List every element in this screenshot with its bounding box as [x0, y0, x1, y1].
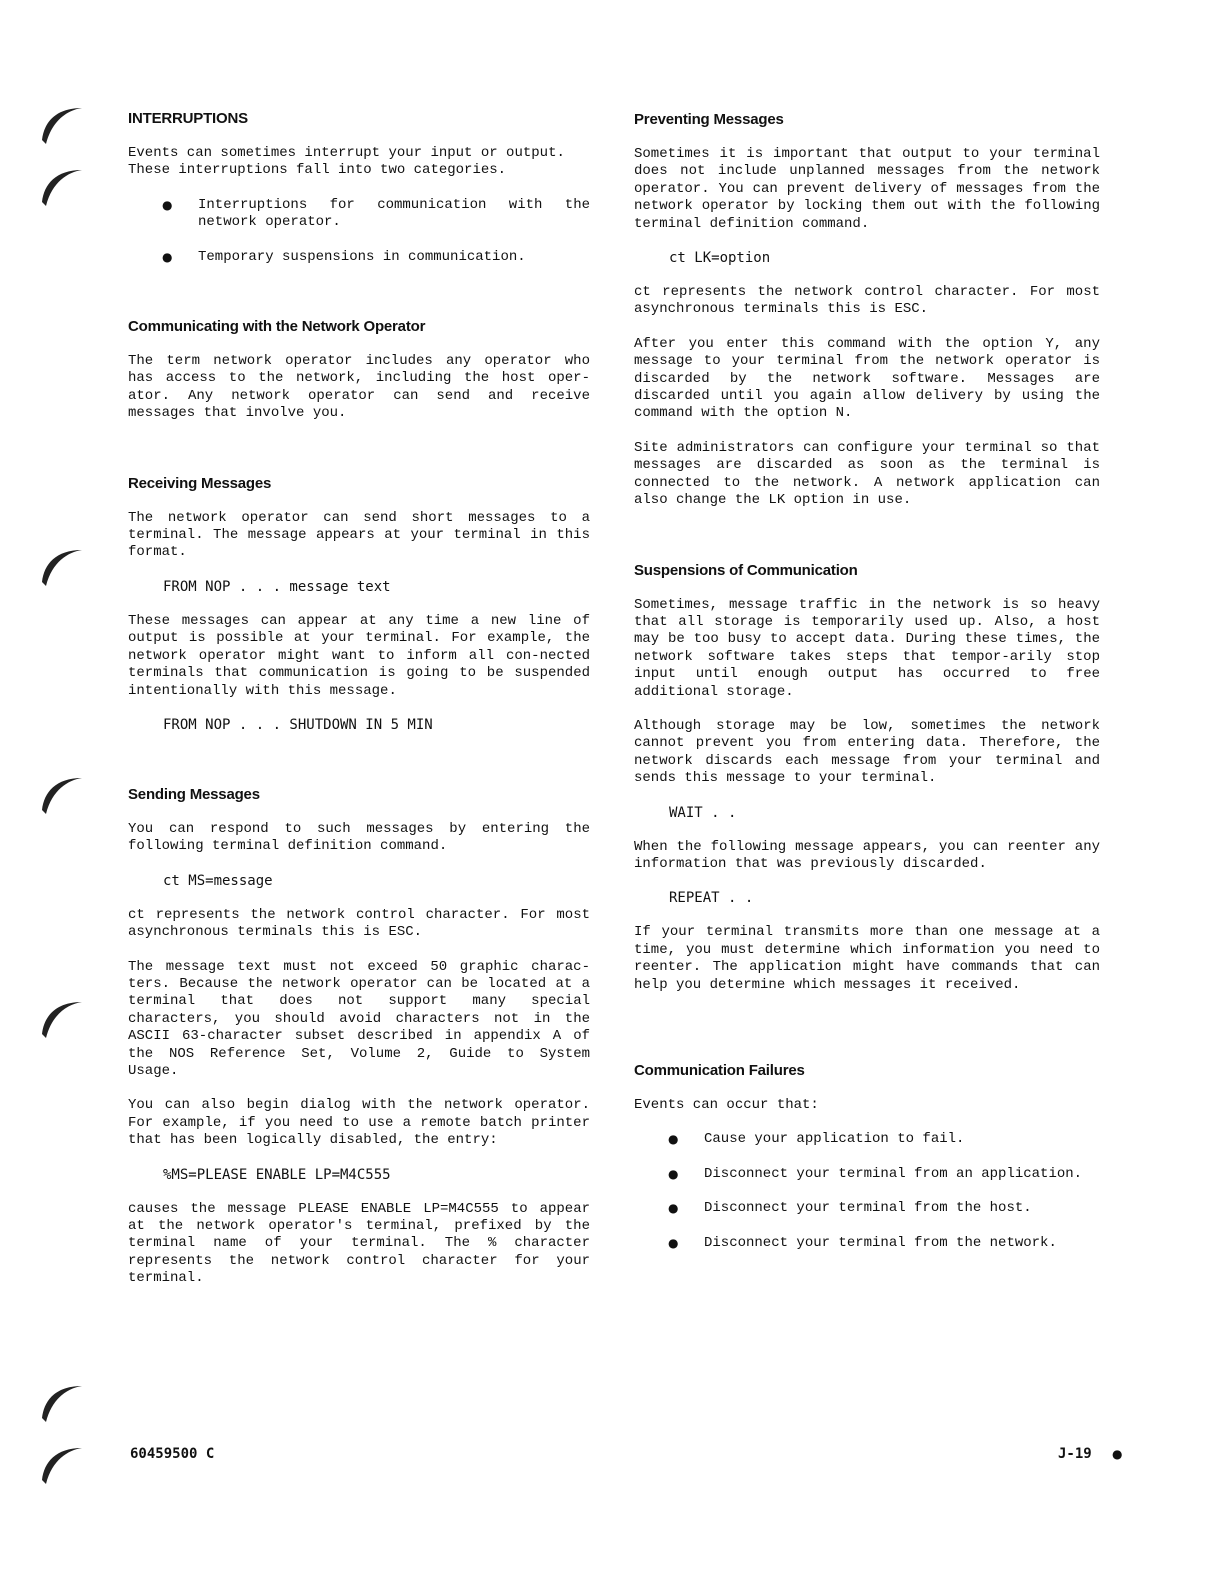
- paragraph: The network operator can send short messages to a terminal. The message appears at your terminal in this format.: [128, 509, 590, 561]
- bullet-icon: ●: [668, 1235, 679, 1250]
- paragraph: Although storage may be low, sometimes the network cannot prevent you from entering data. Therefore, the network discards each message from your terminal and sends this message to your terminal.: [634, 717, 1100, 787]
- page-number: J-19: [1058, 1446, 1092, 1462]
- code-example: ct LK=option: [669, 250, 771, 267]
- page-bullet-icon: ●: [1112, 1447, 1123, 1461]
- heading-receiving-messages: Receiving Messages: [128, 474, 272, 492]
- paragraph: You can also begin dialog with the network operator. For example, if you need to use a remote batch printer that has been logically disabled, the entry:: [128, 1097, 590, 1149]
- failures-list: [634, 1131, 1100, 1252]
- paragraph: ct represents the network control character. For most asynchronous terminals this is ESC.: [128, 906, 590, 941]
- left-column: [128, 100, 590, 1288]
- bullet-icon: ●: [162, 197, 173, 212]
- binder-hole-mark: [38, 100, 90, 152]
- code-example: FROM NOP . . . message text: [163, 578, 391, 595]
- right-column: [634, 100, 1100, 1252]
- bullet-icon: ●: [162, 249, 173, 264]
- paragraph: If your terminal transmits more than one message at a time, you must determine which information you need to reenter. The application might have commands that can help you determine which messages it received.: [634, 924, 1100, 993]
- binder-hole-mark: [38, 1378, 90, 1430]
- paragraph: After you enter this command with the option Y, any message to your terminal from the network operator is discarded by the network software. Messages are discarded until you again allow delivery by using the command with the option N.: [634, 335, 1100, 422]
- paragraph: causes the message PLEASE ENABLE LP=M4C555 to appear at the network operator's terminal, prefixed by the terminal name of your terminal. The % character represents the network control character for your terminal.: [128, 1200, 590, 1287]
- document-number: 60459500 C: [130, 1446, 215, 1462]
- heading-communication-failures: Communication Failures: [634, 1062, 805, 1079]
- heading-communicating: Communicating with the Network Operator: [128, 318, 426, 336]
- binder-hole-mark: [38, 770, 90, 822]
- paragraph: When the following message appears, you can reenter any information that was previously discarded.: [634, 838, 1100, 872]
- bullet-icon: ●: [668, 1166, 679, 1181]
- paragraph: The message text must not exceed 50 graphic charac-ters. Because the network operator can be located at a terminal that does not support many special characters, you should avoid characters not in the ASCII 63-character subset described in appendix A of the NOS Reference Set, Volume 2, Guide to System Usage.: [128, 958, 590, 1079]
- heading-suspensions: Suspensions of Communication: [634, 561, 858, 579]
- list-item: ● Disconnect your terminal from an application.: [668, 1165, 1083, 1182]
- paragraph: The term network operator includes any operator who has access to the network, including the host oper-ator. Any network operator can send and receive messages that involve you.: [128, 353, 590, 422]
- list-item: ● Disconnect your terminal from the network.: [668, 1234, 1057, 1251]
- heading-preventing-messages: Preventing Messages: [634, 111, 784, 128]
- paragraph: Sometimes, message traffic in the network is so heavy that all storage is temporarily used up. Also, a host may be too busy to accept data. During these times, the network software takes steps that tempor-arily stop input until enough output has occurred to free additional storage.: [634, 596, 1100, 700]
- code-example: REPEAT . .: [669, 890, 754, 907]
- code-example: ct MS=message: [163, 872, 273, 889]
- list-item: ● Temporary suspensions in communication.: [162, 248, 526, 265]
- paragraph: Site administrators can configure your terminal so that messages are discarded as soon as the terminal is connected to the network. A network application can also change the LK option in use.: [634, 439, 1100, 509]
- binder-hole-mark: [38, 1440, 90, 1492]
- paragraph: ct represents the network control character. For most asynchronous terminals this is ESC.: [634, 284, 1100, 318]
- interruptions-intro: Events can sometimes interrupt your input or output. These interruptions fall into two categories.: [128, 145, 565, 179]
- list-item: ● Disconnect your terminal from the host.: [668, 1200, 1032, 1217]
- code-example: FROM NOP . . . SHUTDOWN IN 5 MIN: [163, 716, 433, 733]
- interruptions-list: [128, 197, 590, 266]
- code-example: WAIT . .: [669, 804, 737, 821]
- list-item: ● Interruptions for communication with the network operator.: [162, 196, 590, 231]
- paragraph: Sometimes it is important that output to your terminal does not include unplanned messages from the network operator. You can prevent delivery of messages from the network operator by locking them out with the following terminal definition command.: [634, 146, 1100, 232]
- paragraph: These messages can appear at any time a new line of output is possible at your terminal. For example, the network operator might want to inform all con-nected terminals that communication is going to be suspended intentionally with this message.: [128, 612, 590, 699]
- heading-sending-messages: Sending Messages: [128, 785, 260, 803]
- heading-interruptions: INTERRUPTIONS: [128, 110, 248, 127]
- paragraph: You can respond to such messages by entering the following terminal definition command.: [128, 820, 590, 855]
- binder-hole-mark: [38, 994, 90, 1046]
- paragraph: Events can occur that:: [634, 1097, 819, 1113]
- code-example: %MS=PLEASE ENABLE LP=M4C555: [163, 1166, 391, 1183]
- binder-hole-mark: [38, 162, 90, 214]
- list-item: ● Cause your application to fail.: [668, 1131, 965, 1148]
- bullet-icon: ●: [668, 1201, 679, 1216]
- binder-hole-mark: [38, 542, 90, 594]
- bullet-icon: ●: [668, 1132, 679, 1147]
